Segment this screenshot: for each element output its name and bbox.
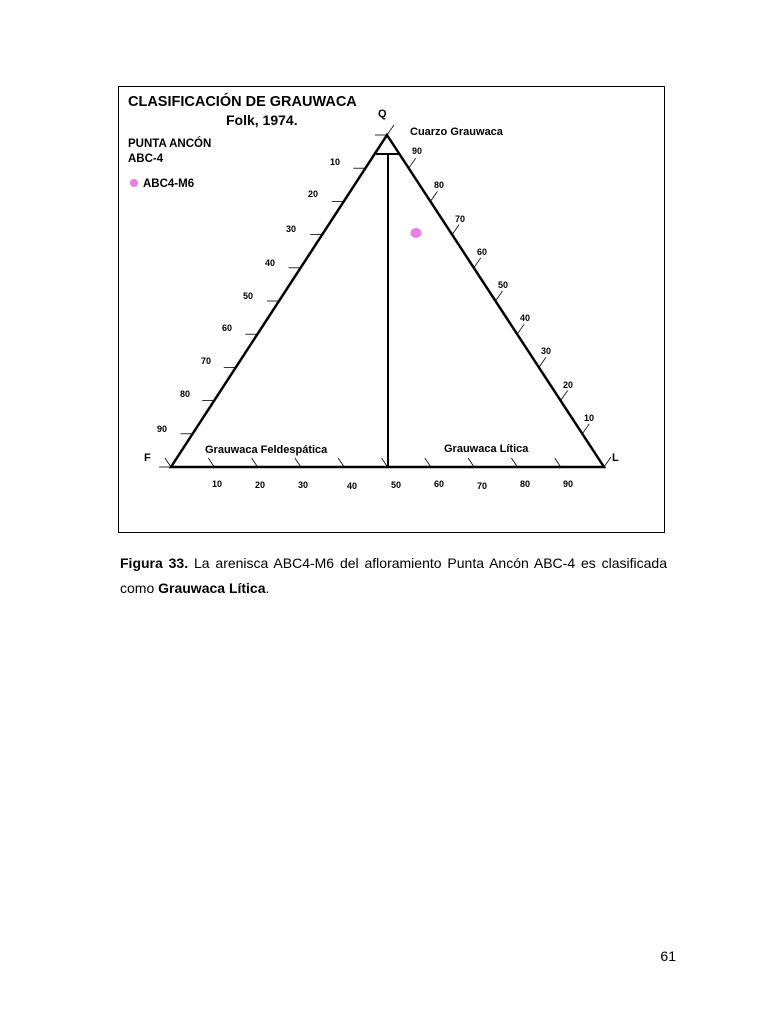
page-number: 61 — [660, 948, 676, 964]
tick-label-left: 40 — [265, 258, 276, 268]
tick-mark — [387, 125, 394, 135]
legend-sample-marker — [130, 179, 138, 187]
sample-point-abc4-m6 — [411, 228, 422, 238]
tick-labels-left — [157, 157, 340, 434]
tick-mark — [539, 357, 546, 367]
tick-label-right: 30 — [541, 346, 552, 356]
tick-label-bottom: 30 — [298, 480, 309, 490]
tick-label-right: 50 — [498, 280, 509, 290]
tick-mark — [165, 458, 171, 467]
tick-label-bottom: 90 — [563, 479, 574, 489]
tick-mark — [295, 458, 301, 467]
tick-mark — [382, 458, 388, 467]
tick-mark — [452, 225, 459, 235]
location-line-2: ABC-4 — [128, 153, 164, 165]
figure-frame — [118, 86, 665, 533]
tick-mark — [208, 458, 214, 467]
tick-label-bottom: 70 — [477, 481, 488, 491]
tick-label-left: 80 — [180, 389, 191, 399]
tick-label-right: 20 — [563, 380, 574, 390]
tick-mark — [338, 458, 344, 467]
tick-mark — [496, 291, 503, 301]
field-label-feldspathic: Grauwaca Feldespática — [205, 444, 328, 456]
tick-label-right: 80 — [434, 180, 445, 190]
field-label-quartz: Cuarzo Grauwaca — [410, 126, 503, 138]
tick-label-right: 90 — [412, 146, 423, 156]
tick-mark — [468, 458, 474, 467]
tick-label-bottom: 80 — [520, 479, 531, 489]
tick-mark — [425, 458, 431, 467]
tick-label-right: 70 — [455, 214, 466, 224]
tick-label-right: 40 — [520, 313, 531, 323]
tick-labels-right — [412, 146, 594, 423]
tick-mark — [252, 458, 258, 467]
apex-label-q: Q — [378, 108, 387, 120]
tick-label-bottom: 10 — [212, 479, 223, 489]
tick-mark — [474, 258, 481, 268]
tick-label-bottom: 50 — [391, 480, 402, 490]
tick-mark — [511, 458, 517, 467]
tick-label-left: 50 — [243, 291, 254, 301]
tick-mark — [582, 424, 589, 434]
caption-label: Figura 33. — [120, 555, 189, 571]
caption-end: . — [265, 580, 270, 596]
diagram-subtitle: Folk, 1974. — [226, 112, 298, 128]
tick-label-left: 20 — [308, 189, 319, 199]
tick-label-left: 70 — [201, 356, 212, 366]
tick-mark — [430, 191, 437, 201]
diagram-title: CLASIFICACIÓN DE GRAUWACA — [128, 94, 357, 110]
tick-label-left: 60 — [222, 323, 233, 333]
tick-mark — [409, 158, 416, 168]
apex-label-f: F — [144, 452, 151, 464]
tick-label-right: 10 — [584, 413, 595, 423]
tick-label-left: 90 — [157, 424, 168, 434]
tick-label-right: 60 — [477, 247, 488, 257]
tick-label-bottom: 40 — [347, 481, 358, 491]
tick-label-bottom: 60 — [434, 479, 445, 489]
tick-mark — [604, 457, 611, 467]
tick-mark — [598, 458, 604, 467]
tick-mark — [561, 391, 568, 401]
tick-label-left: 30 — [286, 224, 297, 234]
tick-label-left: 10 — [330, 157, 341, 167]
ternary-diagram — [119, 87, 666, 534]
tick-label-bottom: 20 — [255, 480, 266, 490]
caption-text: La arenisca ABC4-M6 del afloramiento Punta Ancón ABC-4 es clasificada como — [120, 555, 667, 596]
tick-mark — [517, 324, 524, 334]
apex-label-l: L — [612, 452, 619, 464]
field-label-lithic: Grauwaca Lítica — [444, 443, 529, 455]
tick-mark — [555, 458, 561, 467]
legend-sample-label: ABC4-M6 — [143, 178, 195, 190]
caption-classification: Grauwaca Lítica — [158, 580, 266, 596]
tick-marks — [159, 125, 611, 467]
figure-caption — [120, 551, 667, 601]
location-line-1: PUNTA ANCÓN — [128, 138, 212, 150]
tick-labels-bottom — [212, 479, 573, 491]
